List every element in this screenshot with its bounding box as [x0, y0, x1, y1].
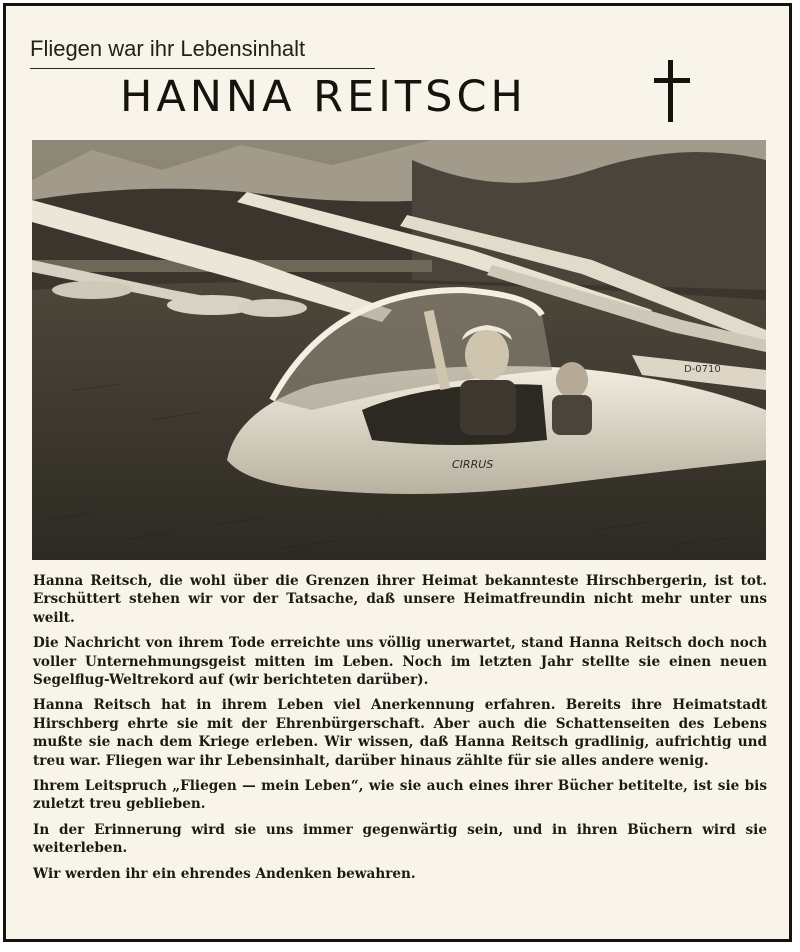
paragraph-4: Ihrem Leitspruch „Fliegen — mein Leben“, wie sie auch eines ihrer Bücher betitelte, ist sie bis zuletzt treu geblieben. — [33, 778, 767, 813]
glider-tail-label: D-0710 — [684, 364, 721, 375]
glider-name-label: CIRRUS — [452, 458, 494, 471]
kicker-rule — [30, 68, 375, 69]
glider-photo — [32, 140, 766, 560]
memorial-cross-icon — [654, 60, 690, 122]
paragraph-5: In der Erinnerung wird sie uns immer gegenwärtig sein, und in ihren Büchern wird sie weiterleben. — [33, 821, 767, 857]
paragraph-1: Hanna Reitsch, die wohl über die Grenzen ihrer Heimat bekannteste Hirschbergerin, ist tot. Erschüttert stehen wir vor der Tatsache, daß unsere Heimatfreundin nicht mehr unter uns weilt. — [33, 573, 767, 626]
paragraph-2: Die Nachricht von ihrem Tode erreichte uns völlig unerwartet, stand Hanna Reitsch doch noch voller Unternehmungsgeist mitten im Leben. Noch im letzten Jahr stellte sie einen neuen Segelflug-Weltrekord auf (wir berichteten darüber). — [33, 635, 767, 689]
article-body — [33, 572, 767, 890]
headline: HANNA REITSCH — [120, 72, 527, 122]
kicker: Fliegen war ihr Lebensinhalt — [30, 36, 306, 61]
paragraph-6: Wir werden ihr ein ehrendes Andenken bewahren. — [33, 865, 416, 882]
paragraph-3: Hanna Reitsch hat in ihrem Leben viel Anerkennung erfahren. Bereits ihre Heimatstadt Hirschberg ehrte sie mit der Ehrenbürgerschaft. Aber auch die Schattenseiten des Lebens mußte sie nach dem Kriege erleben. Wir wissen, daß Hanna Reitsch gradlinig, aufrichtig und treu war. Fliegen war ihr Lebensinhalt, darüber hinaus zählte für sie alles andere wenig. — [33, 697, 767, 769]
glider-photo-illustration — [32, 140, 766, 560]
